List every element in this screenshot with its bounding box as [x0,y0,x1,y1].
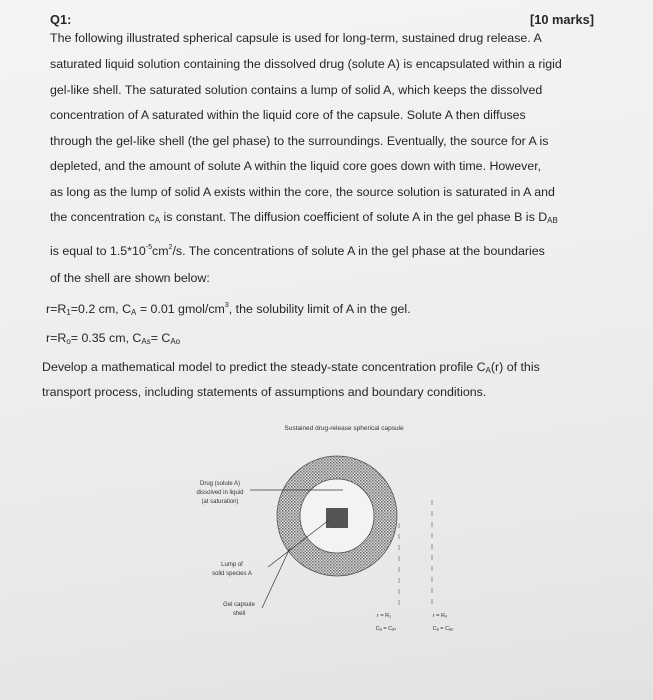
label-r1-conc: Cₐ = Cₐₛ [375,626,397,632]
task-statement: transport process, including statements of assumptions and boundary conditions. [42,385,487,399]
label-drug: Drug (solute A) [199,481,241,487]
paragraph-line: as long as the lump of solid A exists within the core, the source solution is saturated in A and [50,185,555,199]
label-r2-conc: Cₐ = Cₐₒ [432,626,454,632]
paragraph-line: of the shell are shown below: [50,271,210,285]
paragraph-line: is equal to $1.5*10^{-5}cm^2/s$. The concentrations of solute A in the gel phase at the boundaries [50,244,545,258]
paragraph-line: saturated liquid solution containing the dissolved drug (solute A) is encapsulated within a rigid [50,57,562,71]
label-lump: Lump of [221,562,243,568]
paragraph-line: gel-like shell. The saturated solution contains a lump of solid A, which keeps the dissolved [50,83,543,97]
paragraph-line: concentration of A saturated within the liquid core of the capsule. Solute A then diffuses [50,108,526,122]
solid-lump [326,508,348,528]
label-shell: shell [232,611,246,617]
label-r2: r = Rₒ [432,613,448,619]
label-r1: r = R₁ [376,613,392,619]
label-shell: Gel capsule [223,602,255,608]
figure-title: Sustained drug-release spherical capsule [284,425,404,432]
paragraph-line: through the gel-like shell (the gel phase) to the surroundings. Eventually, the source for A is [50,134,549,148]
label-drug: (at saturation) [201,499,239,505]
leader-line [262,548,290,608]
boundary-condition-inner: $r=R_1=0.2$ cm, $C_A = 0.01$ gmol/$cm^3$, the solubility limit of A in the gel. [46,302,411,317]
question-number: Q1: [50,12,72,27]
boundary-condition-outer: $r=R_o= 0.35$ cm, $C_{As}= C_{Ao}$ [46,331,181,346]
question-marks: [10 marks] [530,12,595,27]
paragraph-line: depleted, and the amount of solute A within the liquid core goes down with time. However, [50,159,542,173]
label-drug: dissolved in liquid [196,490,244,496]
paragraph-line: the concentration $c_A$ is constant. The diffusion coefficient of solute A in the gel phase B is $D_{AB}$ [50,210,558,225]
task-statement: Develop a mathematical model to predict the steady-state concentration profile $C_A(r)$ of this [42,360,540,375]
label-lump: solid species A [212,571,252,577]
paragraph-line: The following illustrated spherical capsule is used for long-term, sustained drug release. A [50,31,542,45]
